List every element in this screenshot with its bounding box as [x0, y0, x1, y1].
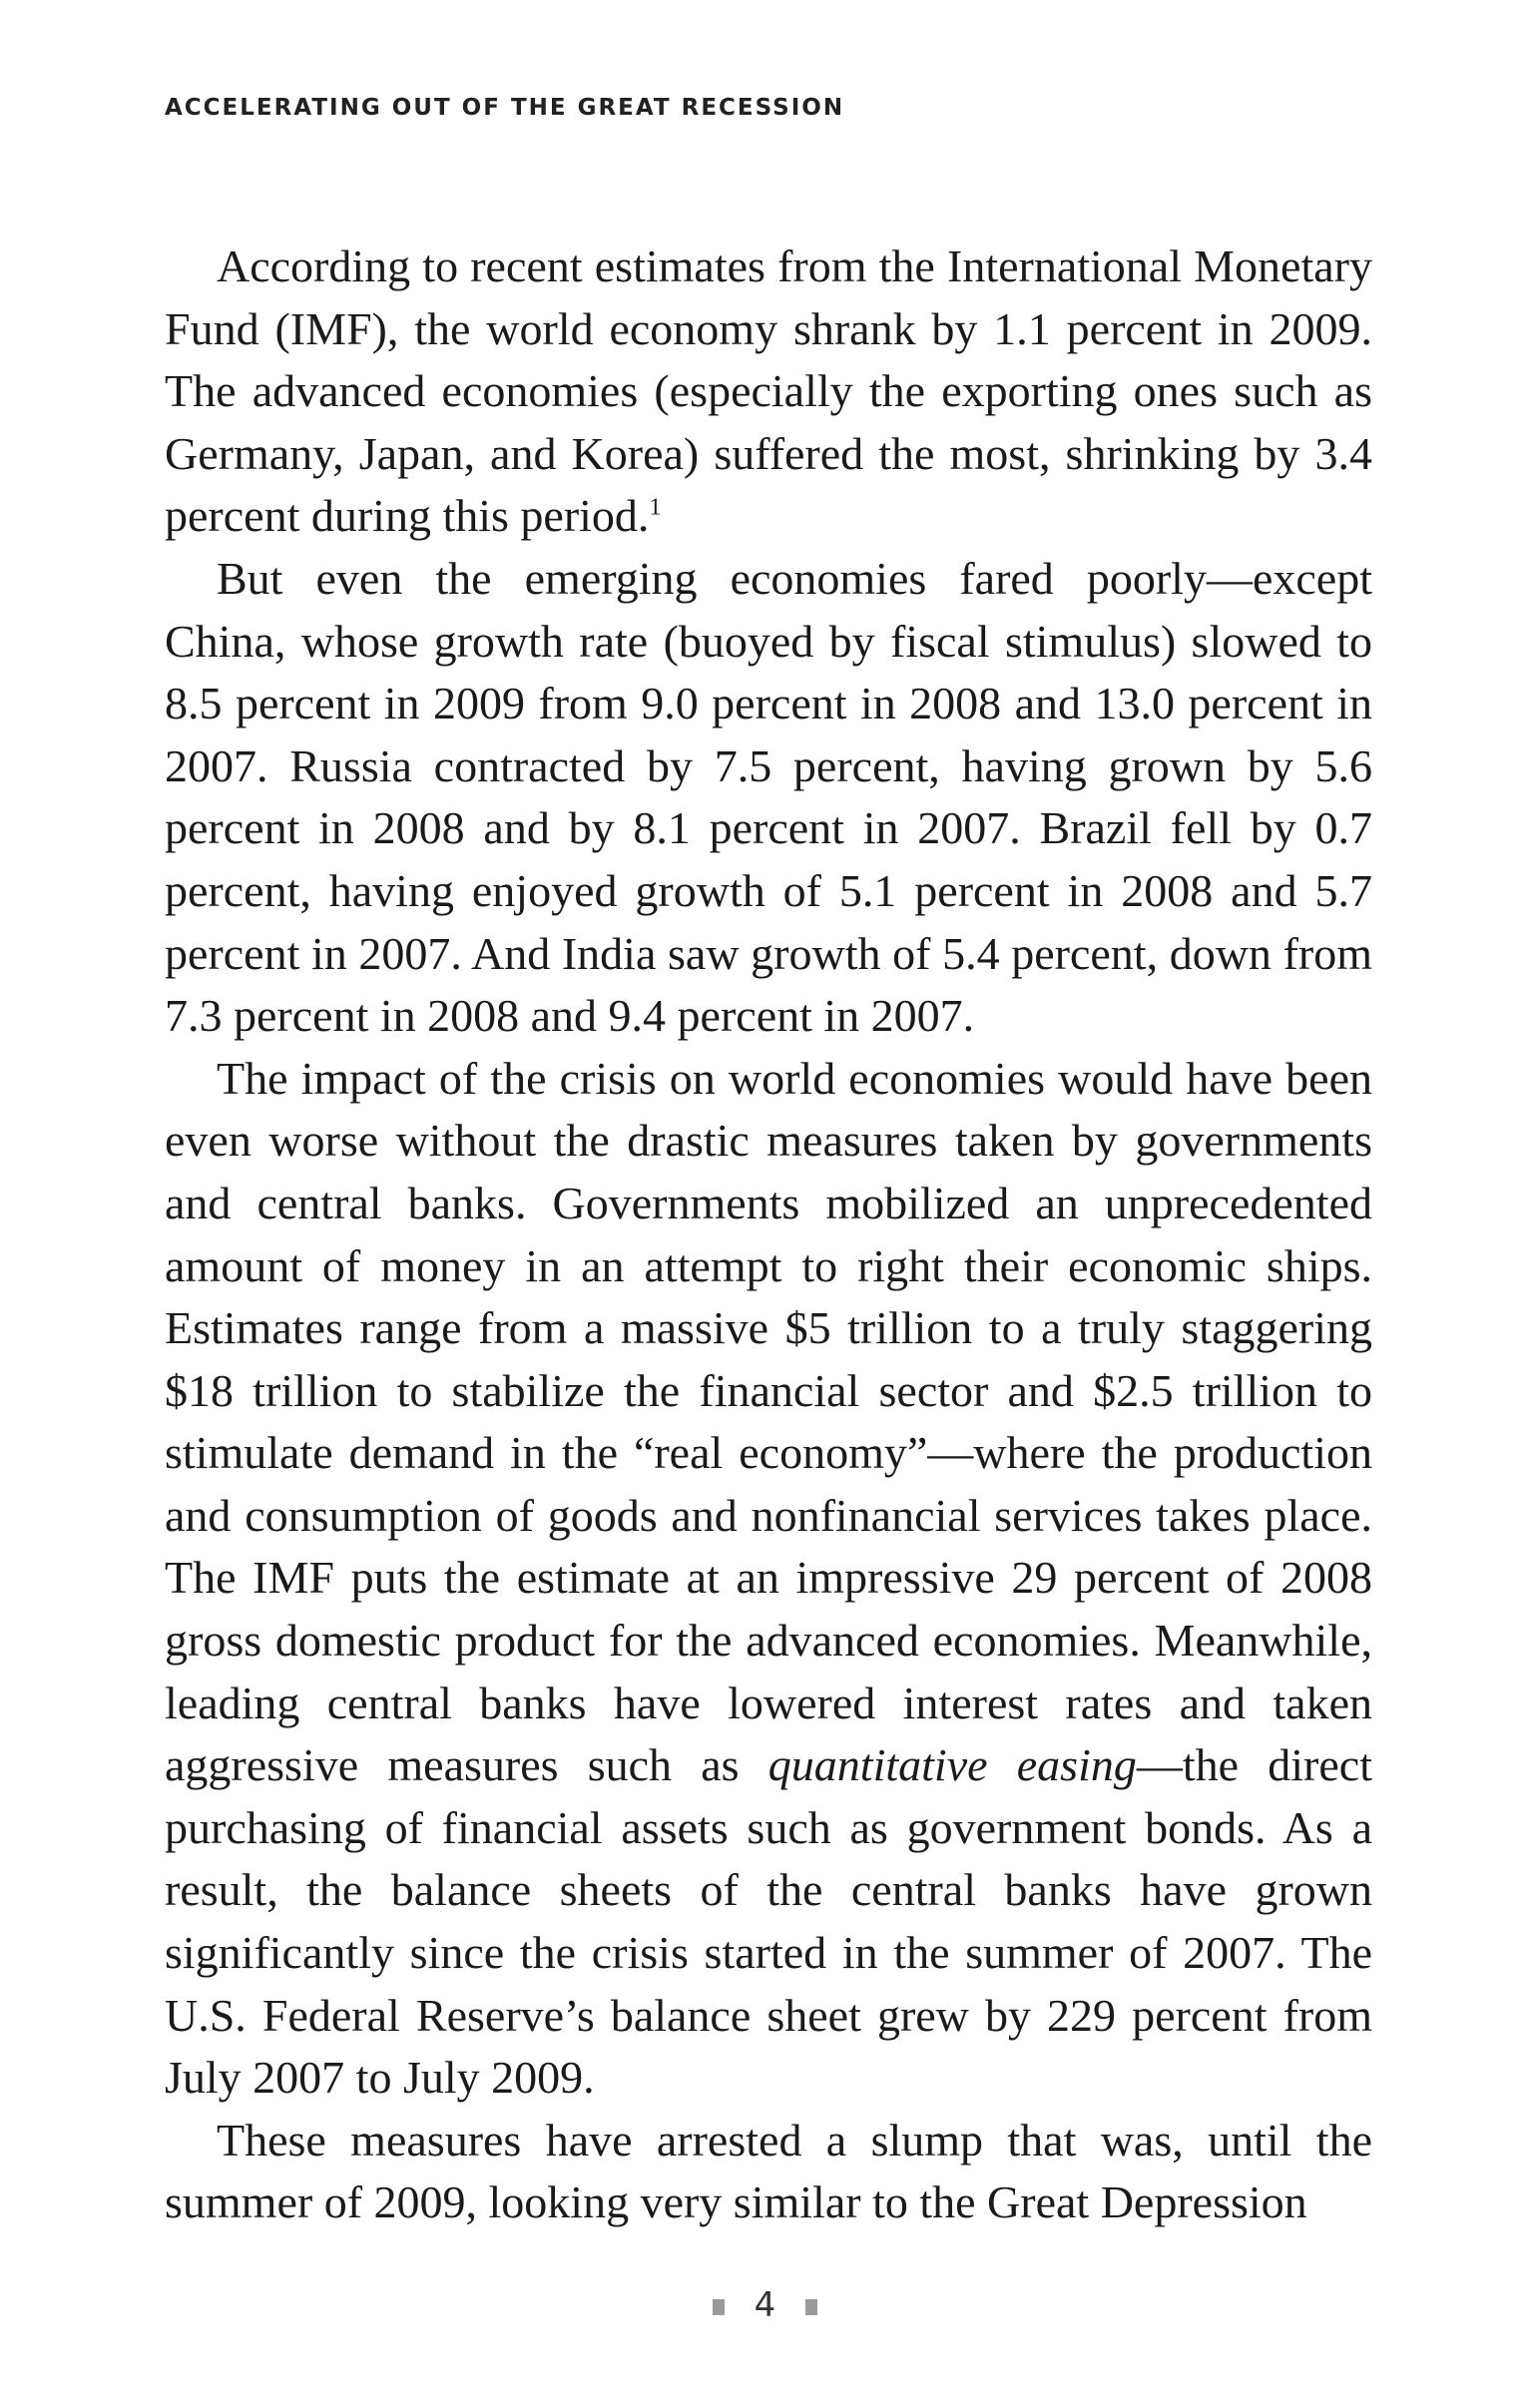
paragraph-1	[165, 236, 1372, 548]
paragraph-3	[165, 1048, 1372, 2110]
running-head: ACCELERATING OUT OF THE GREAT RECESSION	[165, 95, 845, 121]
folio-ornament-right	[805, 2299, 817, 2315]
paragraph-1-text: According to recent estimates from the International Monetary Fund (IMF), the world economy shrank by 1.1 percent in 2009. The advanced economies (especially the exporting ones such as Germany, Japan, and Korea) suffered the most, shrinking by 3.4 percent during this period.	[165, 241, 1372, 542]
paragraph-4: These measures have arrested a slump that was, until the summer of 2009, looking very similar to the Great Depression	[165, 2114, 1372, 2228]
paragraph-2: But even the emerging economies fared poorly—except China, whose growth rate (buoyed by fiscal stimulus) slowed to 8.5 percent in 2009 from 9.0 percent in 2008 and 13.0 percent in 2007. Russia contracted by 7.5 percent, having grown by 5.6 percent in 2008 and by 8.1 percent in 2007. Brazil fell by 0.7 percent, having enjoyed growth of 5.1 percent in 2008 and 5.7 percent in 2007. And India saw growth of 5.4 percent, down from 7.3 percent in 2008 and 9.4 percent in 2007.	[165, 552, 1372, 1042]
page-footer	[0, 2285, 1530, 2325]
folio-ornament-left	[713, 2299, 725, 2315]
body-text	[165, 236, 1372, 2234]
footnote-ref: 1	[649, 495, 662, 522]
paragraph-3-text-b: —the direct purchasing of financial assets such as government bonds. As a result, the balance sheets of the central banks have grown significantly since the crisis started in the summer of 2007. The U.S. Federal Reserve’s balance sheet grew by 229 percent from July 2007 to July 2009.	[165, 1739, 1372, 2104]
page-number: 4	[754, 2285, 776, 2325]
paragraph-3-text-a: The impact of the crisis on world economies would have been even worse without the drastic measures taken by governments and central banks. Governments mobilized an unprecedented amount of money in an attempt to right their economic ships. Estimates range from a massive $5 trillion to a truly staggering $18 trillion to stabilize the financial sector and $2.5 trillion to stimulate demand in the “real economy”—where the production and consumption of goods and nonfinancial services takes place. The IMF puts the estimate at an impressive 29 percent of 2008 gross domestic product for the advanced economies. Meanwhile, leading central banks have lowered interest rates and taken aggressive measures such as	[165, 1052, 1372, 1791]
italic-term: quantitative easing	[767, 1739, 1137, 1791]
